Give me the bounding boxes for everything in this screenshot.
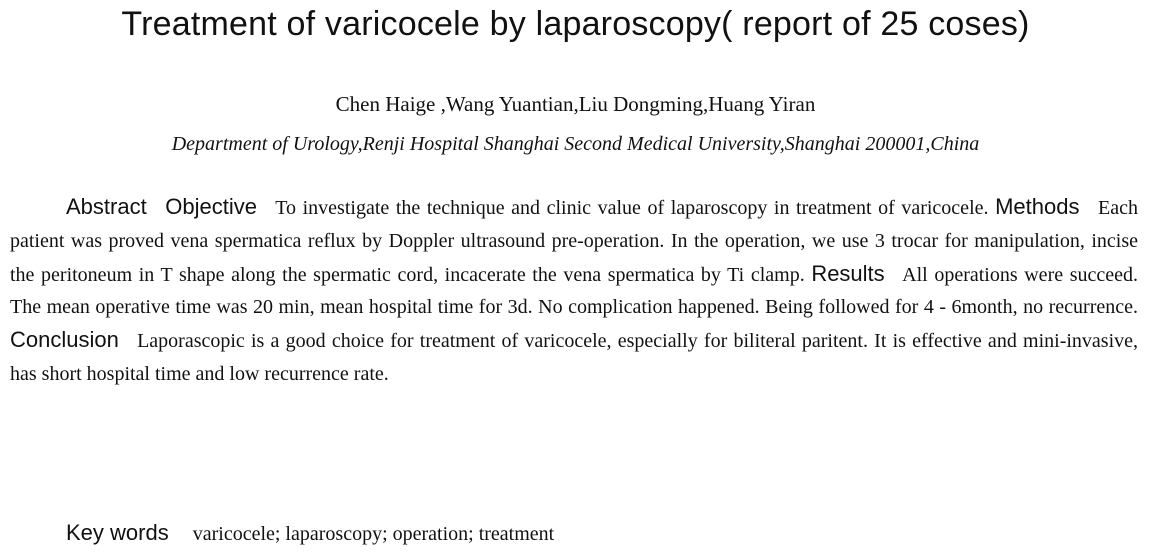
- keywords-label: Key words: [66, 520, 169, 545]
- conclusion-text: Laporascopic is a good choice for treatment of varicocele, especially for biliteral paritent. It is effective and mini-invasive, has short hospital time and low recurrence rate.: [10, 330, 1139, 385]
- keywords-line: [66, 517, 1136, 550]
- author-affiliation: Department of Urology,Renji Hospital Shanghai Second Medical University,Shanghai 200001,China: [171, 133, 980, 155]
- keywords-text: varicocele; laparoscopy; operation; treatment: [192, 523, 555, 545]
- objective-label: Objective: [165, 194, 257, 219]
- author-list: Chen Haige ,Wang Yuantian,Liu Dongming,Huang Yiran: [335, 92, 816, 116]
- methods-label: Methods: [995, 194, 1080, 219]
- objective-text: To investigate the technique and clinic value of laparoscopy in treatment of varicocele.: [275, 197, 989, 219]
- paper-title: Treatment of varicocele by laparoscopy( report of 25 coses): [121, 5, 1030, 43]
- conclusion-label: Conclusion: [10, 327, 119, 353]
- results-label: Results: [811, 260, 885, 286]
- abstract-paragraph: [10, 191, 1138, 391]
- results-text: All operations were succeed. The mean operative time was 20 min, mean hospital time for 3d. No complication happened. Being followed for 4 - 6month, no recurrence.: [10, 263, 1138, 319]
- methods-text: Each patient was proved vena spermatica reflux by Doppler ultrasound pre-operation. In the operation, we use 3 trocar for manipulation, incise the peritoneum in T shape along the spermatic cord, incacerate the vena spermatica by Ti clamp.: [10, 197, 1139, 286]
- abstract-heading: Abstract: [66, 194, 147, 219]
